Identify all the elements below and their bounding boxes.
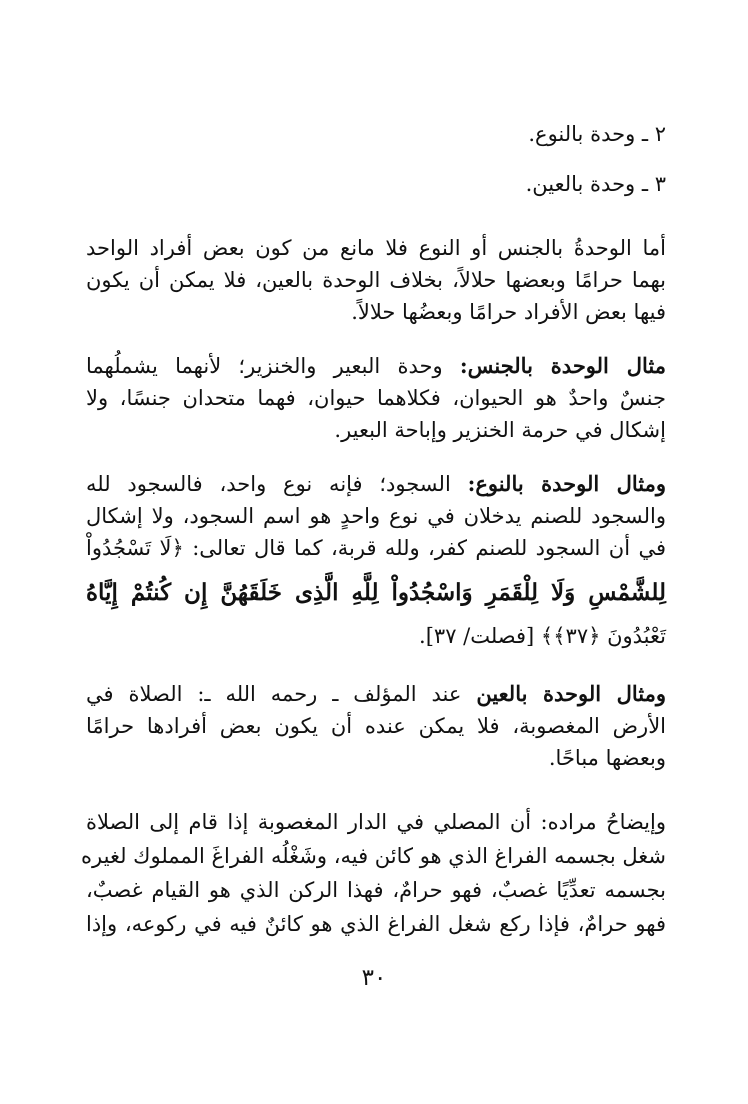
paragraph-line: في أن السجود للصنم كفر، ولله قربة، كما قال تعالى: ﴿لَا تَسْجُدُواْ (86, 536, 666, 560)
paragraph-line: وبعضها مباحًا. (548, 746, 666, 770)
paragraph-line (86, 468, 666, 500)
paragraph-text: وحدة البعير والخنزير؛ لأنهما يشملُهما (86, 354, 443, 378)
example-label: ومثال الوحدة بالعين (476, 681, 666, 706)
paragraph-line: والسجود للصنم يدخلان في نوع واحدٍ هو اسم السجود، ولا إشكال (86, 504, 666, 528)
example-label: مثال الوحدة بالجنس: (459, 353, 666, 378)
paragraph-text: عند المؤلف ـ رحمه الله ـ: الصلاة في (86, 682, 462, 706)
paragraph-line: جنسٌ واحدٌ هو الحيوان، فكلاهما حيوان، فهما متحدان جنسًا، ولا (86, 386, 666, 410)
paragraph-line: الأرض المغصوبة، فلا يمكن عنده أن يكون بعض أفرادها حرامًا (86, 714, 666, 738)
list-item-3: ٣ ـ وحدة بالعين. (525, 172, 666, 196)
page-number: ٣٠ (361, 965, 387, 991)
paragraph-line: وإيضاحُ مراده: أن المصلي في الدار المغصوبة إذا قام إلى الصلاة (86, 810, 666, 834)
example-label: ومثال الوحدة بالنوع: (467, 471, 666, 496)
paragraph-line (86, 350, 666, 382)
paragraph-line: فيها بعض الأفراد حرامًا وبعضُها حلالاً. (351, 300, 666, 324)
paragraph-line (86, 678, 666, 710)
paragraph-text: السجود؛ فإنه نوع واحد، فالسجود لله (86, 472, 451, 496)
list-item-2: ٢ ـ وحدة بالنوع. (528, 122, 666, 146)
quran-verse-line: تَعْبُدُونَ ﴿٣٧﴾﴾ [فصلت/ ٣٧]. (419, 624, 666, 648)
paragraph-line: بجسمه تعدِّيًا غصبٌ، فهو حرامٌ، فهذا الركن الذي هو القيام غصبٌ، (86, 878, 666, 902)
paragraph-line: بهما حرامًا وبعضها حلالاً، بخلاف الوحدة بالعين، فلا يمكن أن يكون (86, 268, 666, 292)
quran-verse-line: لِلشَّمْسِ وَلَا لِلْقَمَرِ وَاسْجُدُواْ لِلَّهِ الَّذِى خَلَقَهُنَّ إِن كُنتُمْ إِيَّاهُ (86, 579, 666, 606)
paragraph-line: أما الوحدةُ بالجنس أو النوع فلا مانع من كون بعض أفراد الواحد (86, 236, 666, 260)
paragraph-line: فهو حرامٌ، فإذا ركع شغل الفراغ الذي هو كائنٌ فيه في ركوعه، وإذا (86, 912, 666, 936)
paragraph-line: إشكال في حرمة الخنزير وإباحة البعير. (334, 418, 666, 442)
paragraph-line: شغل بجسمه الفراغ الذي هو كائن فيه، وشَغْلُه الفراغَ المملوك لغيره (81, 844, 666, 868)
